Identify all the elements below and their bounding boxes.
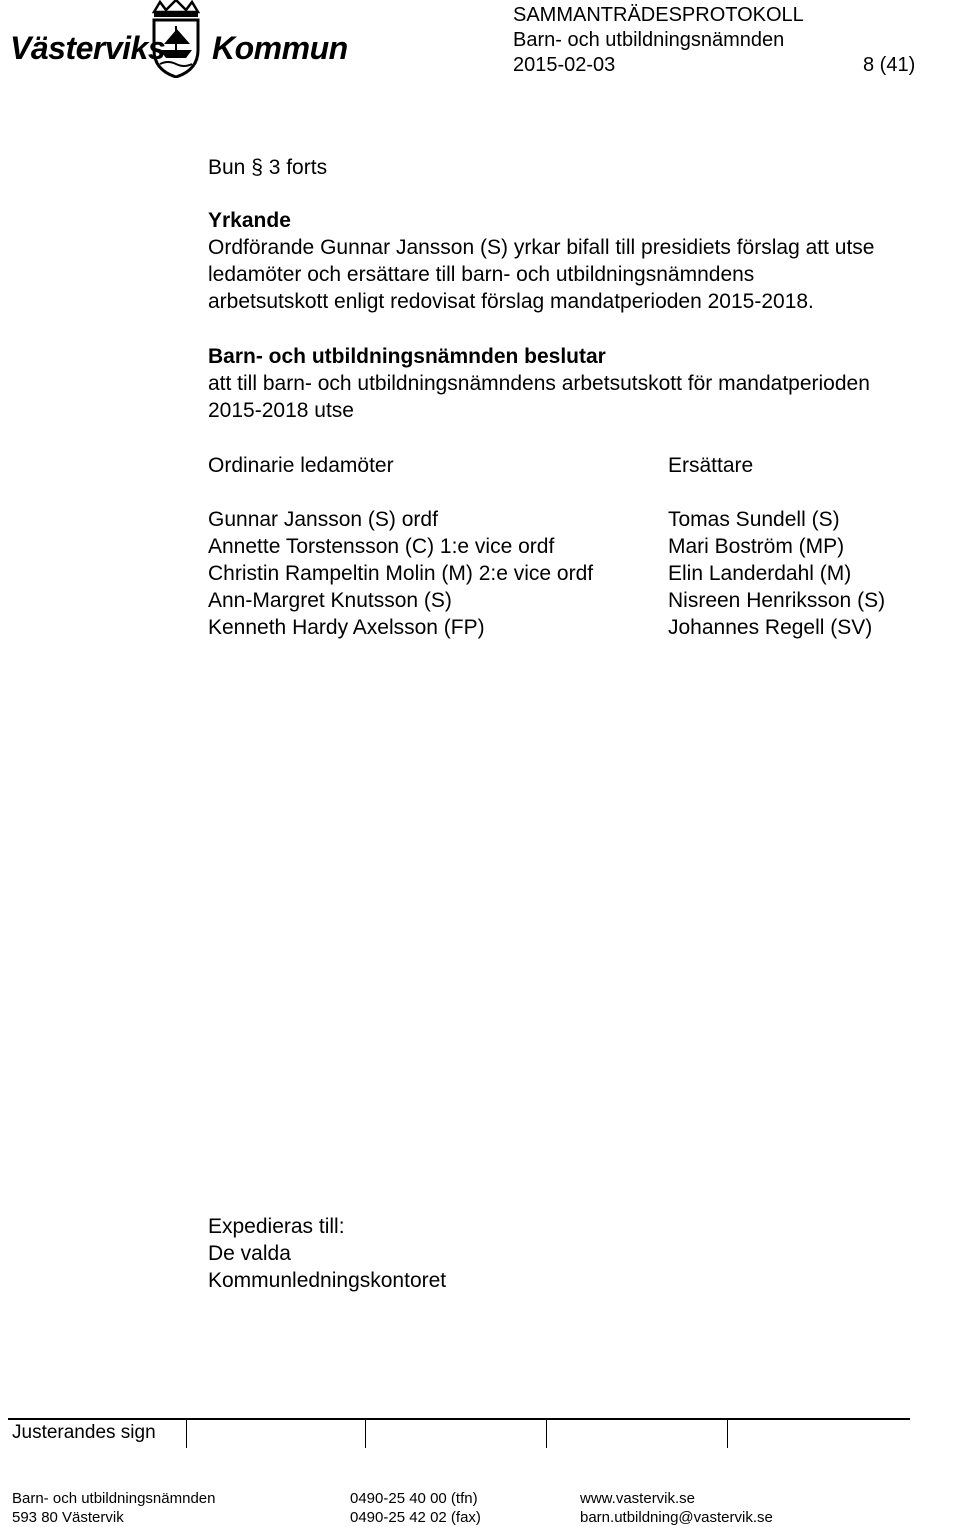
footer-address: 593 80 Västervik (12, 1509, 124, 1526)
ersattare-member: Mari Boström (MP) (668, 535, 845, 558)
yrkande-line: Ordförande Gunnar Jansson (S) yrkar bifall till presidiets förslag att utse (208, 236, 875, 259)
signature-divider (727, 1419, 728, 1448)
ersattare-member: Nisreen Henriksson (S) (668, 589, 886, 612)
page-number: 8 (41) (863, 54, 916, 76)
expedieras-recipient: Kommunledningskontoret (208, 1269, 447, 1292)
expedieras-recipient: De valda (208, 1242, 291, 1265)
beslut-heading: Barn- och utbildningsnämnden beslutar (208, 345, 606, 368)
beslut-line: att till barn- och utbildningsnämndens arbetsutskott för mandatperioden (208, 372, 870, 395)
footer-website-link[interactable]: www.vastervik.se (580, 1490, 696, 1507)
ersattare-heading: Ersättare (668, 454, 754, 477)
yrkande-line: arbetsutskott enligt redovisat förslag mandatperioden 2015-2018. (208, 290, 814, 313)
ersattare-member: Elin Landerdahl (M) (668, 562, 852, 585)
municipal-crest-icon (146, 0, 206, 78)
signature-divider (186, 1419, 187, 1448)
ordinarie-heading: Ordinarie ledamöter (208, 454, 394, 477)
footer-fax: 0490-25 42 02 (fax) (350, 1509, 481, 1526)
ersattare-member: Johannes Regell (SV) (668, 616, 873, 639)
logo-word-kommun: Kommun (212, 30, 348, 66)
ordinarie-member: Annette Torstensson (C) 1:e vice ordf (208, 535, 555, 558)
ordinarie-member: Ann-Margret Knutsson (S) (208, 589, 452, 612)
beslut-line: 2015-2018 utse (208, 399, 354, 422)
signature-divider (546, 1419, 547, 1448)
expedieras-heading: Expedieras till: (208, 1215, 345, 1238)
footer-phone: 0490-25 40 00 (tfn) (350, 1490, 478, 1507)
yrkande-line: ledamöter och ersättare till barn- och utbildningsnämndens (208, 263, 755, 286)
ordinarie-member: Gunnar Jansson (S) ordf (208, 508, 438, 531)
logo-word-vasterviks: Västerviks (10, 30, 166, 66)
header-committee: Barn- och utbildningsnämnden (513, 29, 785, 51)
footer-org: Barn- och utbildningsnämnden (12, 1490, 216, 1507)
meeting-date: 2015-02-03 (513, 54, 616, 76)
section-reference: Bun § 3 forts (208, 156, 328, 179)
signature-rule (8, 1418, 910, 1420)
signature-label: Justerandes sign (12, 1422, 156, 1443)
document-type-title: SAMMANTRÄDESPROTOKOLL (513, 4, 804, 26)
vastervik-kommun-logo (10, 0, 348, 82)
signature-divider (365, 1419, 366, 1448)
ersattare-member: Tomas Sundell (S) (668, 508, 840, 531)
footer-email-link[interactable]: barn.utbildning@vastervik.se (580, 1509, 773, 1526)
yrkande-heading: Yrkande (208, 209, 291, 232)
ordinarie-member: Christin Rampeltin Molin (M) 2:e vice ordf (208, 562, 594, 585)
ordinarie-member: Kenneth Hardy Axelsson (FP) (208, 616, 485, 639)
